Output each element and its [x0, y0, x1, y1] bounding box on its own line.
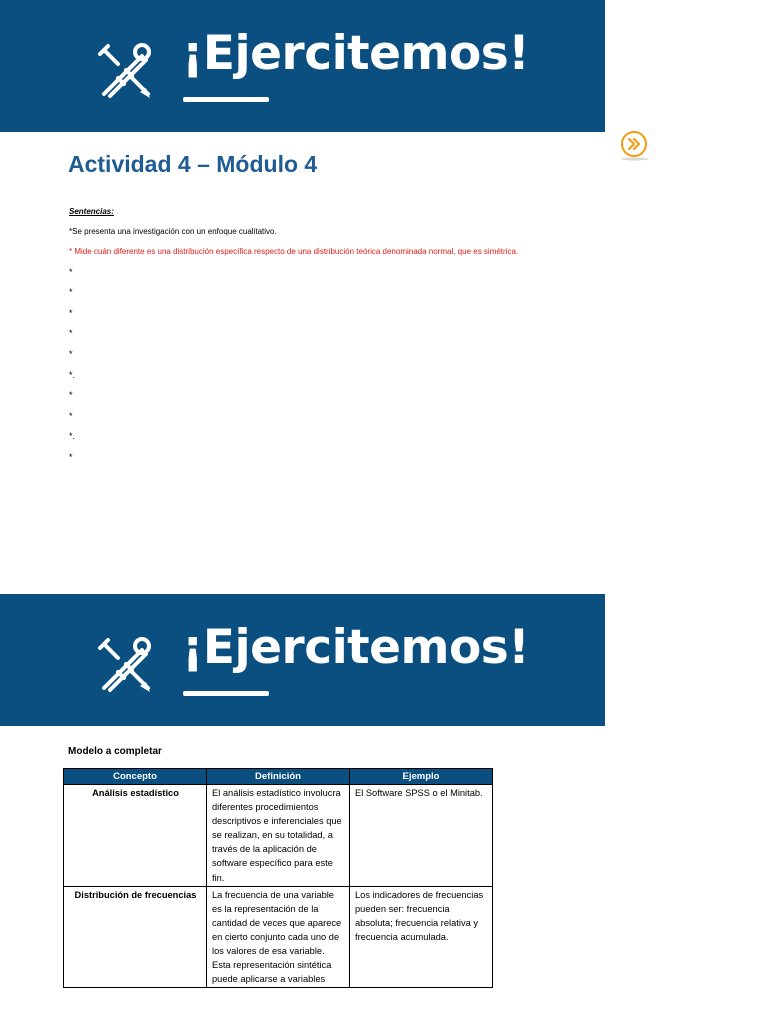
empty-bullet: *	[69, 349, 73, 359]
header-banner	[0, 594, 605, 726]
model-table	[63, 768, 493, 988]
concept-cell: Distribución de frecuencias	[64, 886, 207, 988]
model-heading: Modelo a completar	[68, 746, 162, 757]
empty-bullet: *	[69, 390, 73, 400]
table-row	[64, 785, 493, 887]
column-header-definition: Definición	[207, 769, 350, 785]
example-cell: Los indicadores de frecuencias pueden ser: frecuencia absoluta; frecuencia relativa y frecuencia acumulada.	[350, 886, 493, 988]
empty-bullet: *.	[69, 370, 76, 380]
concept-cell: Análisis estadístico	[64, 785, 207, 887]
tools-pencil-ruler-wrench-icon	[96, 40, 154, 102]
header-banner	[0, 0, 605, 132]
title-underline	[183, 97, 269, 102]
banner-title: ¡Ejercitemos!	[182, 26, 530, 81]
definition-cell: La frecuencia de una variable es la representación de la cantidad de veces que aparece en cierto conjunto cada uno de los valores de esa variable. Esta representación sintética puede aplicarse a variables	[207, 886, 350, 988]
example-cell: El Software SPSS o el Minitab.	[350, 785, 493, 887]
empty-bullet: *	[69, 411, 73, 421]
empty-bullet: *	[69, 308, 73, 318]
sentence-1: *Se presenta una investigación con un enfoque cualitativo.	[69, 227, 277, 236]
table-header-row	[64, 769, 493, 785]
empty-bullet: *	[69, 267, 73, 277]
next-page-button[interactable]	[619, 129, 651, 161]
activity-title: Actividad 4 – Módulo 4	[68, 151, 318, 177]
title-underline	[183, 691, 269, 696]
definition-cell: El análisis estadístico involucra diferentes procedimientos descriptivos e inferenciales que se realizan, en su totalidad, a través de la aplicación de software específico para este fin.	[207, 785, 350, 887]
column-header-example: Ejemplo	[350, 769, 493, 785]
sentences-heading: Sentencias:	[69, 207, 114, 216]
table-row	[64, 886, 493, 988]
empty-bullet: *	[69, 452, 73, 462]
column-header-concept: Concepto	[64, 769, 207, 785]
tools-pencil-ruler-wrench-icon	[96, 634, 154, 696]
empty-bullet: *	[69, 328, 73, 338]
empty-bullet: *	[69, 287, 73, 297]
empty-bullet: *.	[69, 431, 76, 441]
banner-title: ¡Ejercitemos!	[182, 620, 530, 675]
sentence-2: * Mide cuán diferente es una distribución específica respecto de una distribución teórica denominada normal, que es simétrica.	[69, 247, 519, 256]
